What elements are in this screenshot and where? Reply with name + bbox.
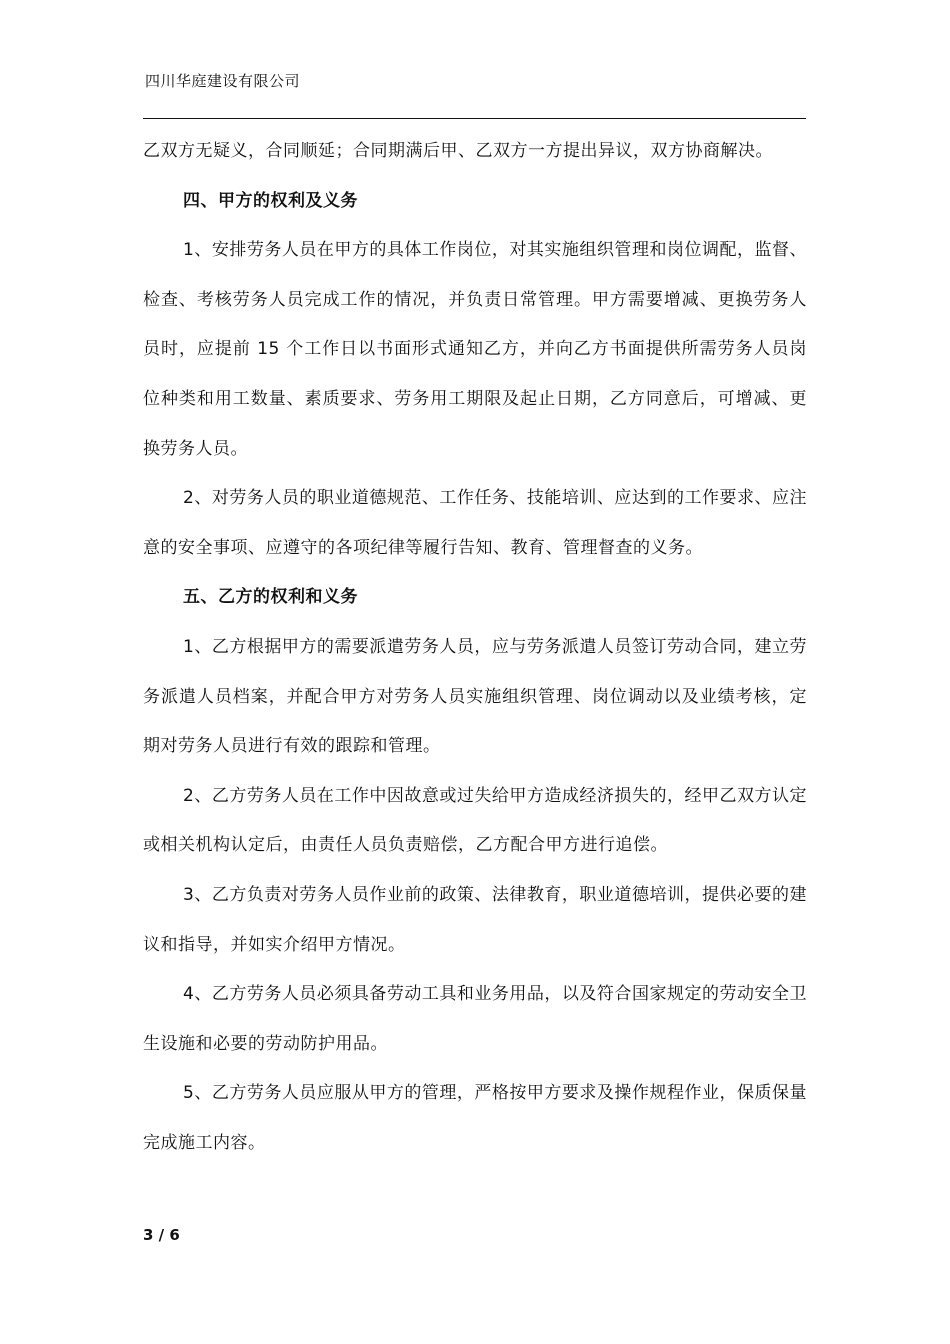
section-heading-party-a: 四、甲方的权利及义务 xyxy=(183,190,358,211)
document-body xyxy=(143,127,807,1168)
paragraph-party-b-1: 1、乙方根据甲方的需要派遣劳务人员，应与劳务派遣人员签订劳动合同，建立劳务派遣人员档案，并配合甲方对劳务人员实施组织管理、岗位调动以及业绩考核，定期对劳务人员进行有效的跟踪和管理。 xyxy=(143,636,807,757)
paragraph-party-b-2: 2、乙方劳务人员在工作中因故意或过失给甲方造成经济损失的，经甲乙双方认定或相关机构认定后，由责任人员负责赔偿，乙方配合甲方进行追偿。 xyxy=(143,785,807,856)
paragraph-party-a-2: 2、对劳务人员的职业道德规范、工作任务、技能培训、应达到的工作要求、应注意的安全事项、应遵守的各项纪律等履行告知、教育、管理督查的义务。 xyxy=(143,488,807,558)
section-heading-party-b: 五、乙方的权利和义务 xyxy=(183,587,358,608)
paragraph-party-a-1: 1、安排劳务人员在甲方的具体工作岗位，对其实施组织管理和岗位调配，监督、检查、考核劳务人员完成工作的情况，并负责日常管理。甲方需要增减、更换劳务人员时，应提前 15 个工作日以书面形式通知乙方，并向乙方书面提供所需劳务人员岗位种类和用工数量、素质要求、劳务用工期限及起止日期，乙方同意后，可增减、更换劳务人员。 xyxy=(143,240,807,459)
paragraph-continuation: 乙双方无疑义，合同顺延；合同期满后甲、乙双方一方提出异议，双方协商解决。 xyxy=(143,141,773,161)
header-company-name: 四川华庭建设有限公司 xyxy=(145,72,301,90)
paragraph-party-b-5: 5、乙方劳务人员应服从甲方的管理，严格按甲方要求及操作规程作业，保质保量完成施工内容。 xyxy=(143,1083,807,1153)
page-number: 3 / 6 xyxy=(143,1226,180,1244)
header-divider xyxy=(143,118,806,119)
paragraph-party-b-3: 3、乙方负责对劳务人员作业前的政策、法律教育，职业道德培训，提供必要的建议和指导，并如实介绍甲方情况。 xyxy=(143,884,807,955)
paragraph-party-b-4: 4、乙方劳务人员必须具备劳动工具和业务用品，以及符合国家规定的劳动安全卫生设施和必要的劳动防护用品。 xyxy=(143,984,807,1054)
